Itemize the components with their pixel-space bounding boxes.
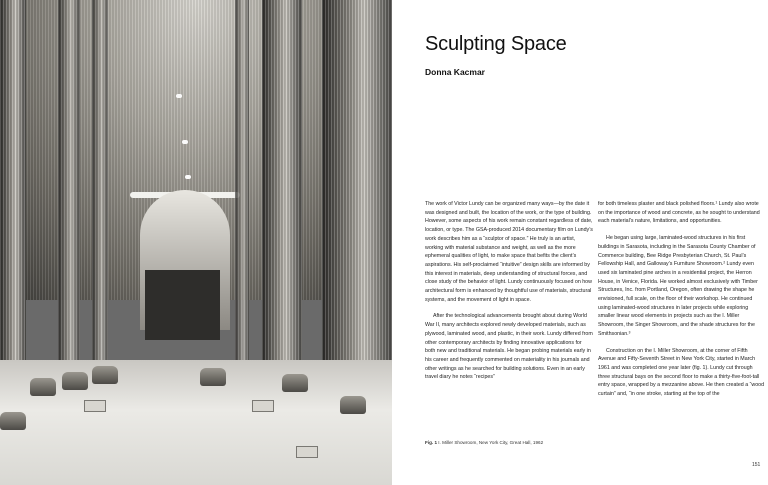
lounge-chair — [282, 374, 308, 392]
text-column-right — [598, 200, 766, 407]
lounge-chair — [30, 378, 56, 396]
showroom-floor — [0, 360, 392, 485]
figure-caption-text: I. Miller Showroom, New York City, Great Hall, 1962 — [438, 440, 544, 445]
paragraph: The work of Victor Lundy can be organized many ways—by the date it was designed and built, the location of the work, or the type of building. However, some aspects of his work remain constant regardless of date, location, or type. The GSA-produced 2014 documentary film on Lundy’s work describes him as a “sculptor of space.” He truly is an artist, working with material substance and weight, as well as the more ephemeral qualities of light, to make space that befits the client’s aspirations. His self-proclaimed “intuitive” design skills are informed by this interest in materials, deep understanding of structural forces, and close study of the behavior of light. Lundy continuously focused on how architectural form is enhanced by thoughtful use of materials, structural systems, and the movement of light in space. — [425, 201, 593, 303]
paragraph: Construction on the I. Miller Showroom, at the corner of Fifth Avenue and Fifty-Seventh Street in New York City, started in March 1961 and was completed one year later (fig. 1). Lundy cut through three structural bays on the second floor to make a thirty-five-foot-tall entry space, wrapped by a mezzanine above. He then created a “wood curtain” and, “in one stroke, starting at the top of the — [598, 347, 765, 398]
lounge-chair — [340, 396, 366, 414]
ceiling-light — [176, 94, 182, 98]
page-number: 151 — [752, 462, 761, 468]
article-author: Donna Kacmar — [425, 67, 485, 77]
lounge-chair — [200, 368, 226, 386]
side-table — [296, 446, 318, 458]
side-table — [84, 400, 106, 412]
figure-caption — [425, 440, 725, 445]
far-wall — [145, 270, 220, 340]
paragraph: for both timeless plaster and black polished floors.¹ Lundy also wrote on the importance of wood and concrete, as he sought to understand each material’s nature, limitations, and opportunities. — [598, 201, 760, 225]
ceiling-light — [182, 140, 188, 144]
side-table — [252, 400, 274, 412]
lounge-chair — [62, 372, 88, 390]
text-column-left — [425, 200, 593, 390]
ceiling-light — [185, 175, 191, 179]
lounge-chair — [92, 366, 118, 384]
paragraph: He began using large, laminated-wood structures in his first buildings in Sarasota, including in the Sarasota County Chamber of Commerce building, Bee Ridge Presbyterian Church, St. Paul’s Fellowship Hall, and Galloway’s Furniture Showroom.² Lundy even used six laminated pine arches in a residential project, the Herron House, in Venice, Florida. He worked almost exclusively with Timber Structures, Inc. from Portland, Oregon, often drawing the shape he envisioned, full scale, on the floor of their workshop. He continued using laminated-wood structures in later projects while exploring smaller linear wood elements in projects such as the I. Miller Showroom, the Singer Showroom, and the shade structures for the Smithsonian.³ — [598, 235, 758, 337]
lounge-chair — [0, 412, 26, 430]
article-title: Sculpting Space — [425, 33, 567, 55]
figure-label: Fig. 1 — [425, 440, 437, 445]
paragraph: After the technological advancements brought about during World War II, many architects explored newly developed materials, such as plywood, laminated wood, and plastic, in their work. Lundy differed from other contemporary architects by finding innovative applications for both new and traditional materials. He began probing materials early in his career and frequently commented on materiality in his journals and other writings as he searched for building solutions. Even in an early travel diary he notes “recipes” — [425, 313, 593, 381]
